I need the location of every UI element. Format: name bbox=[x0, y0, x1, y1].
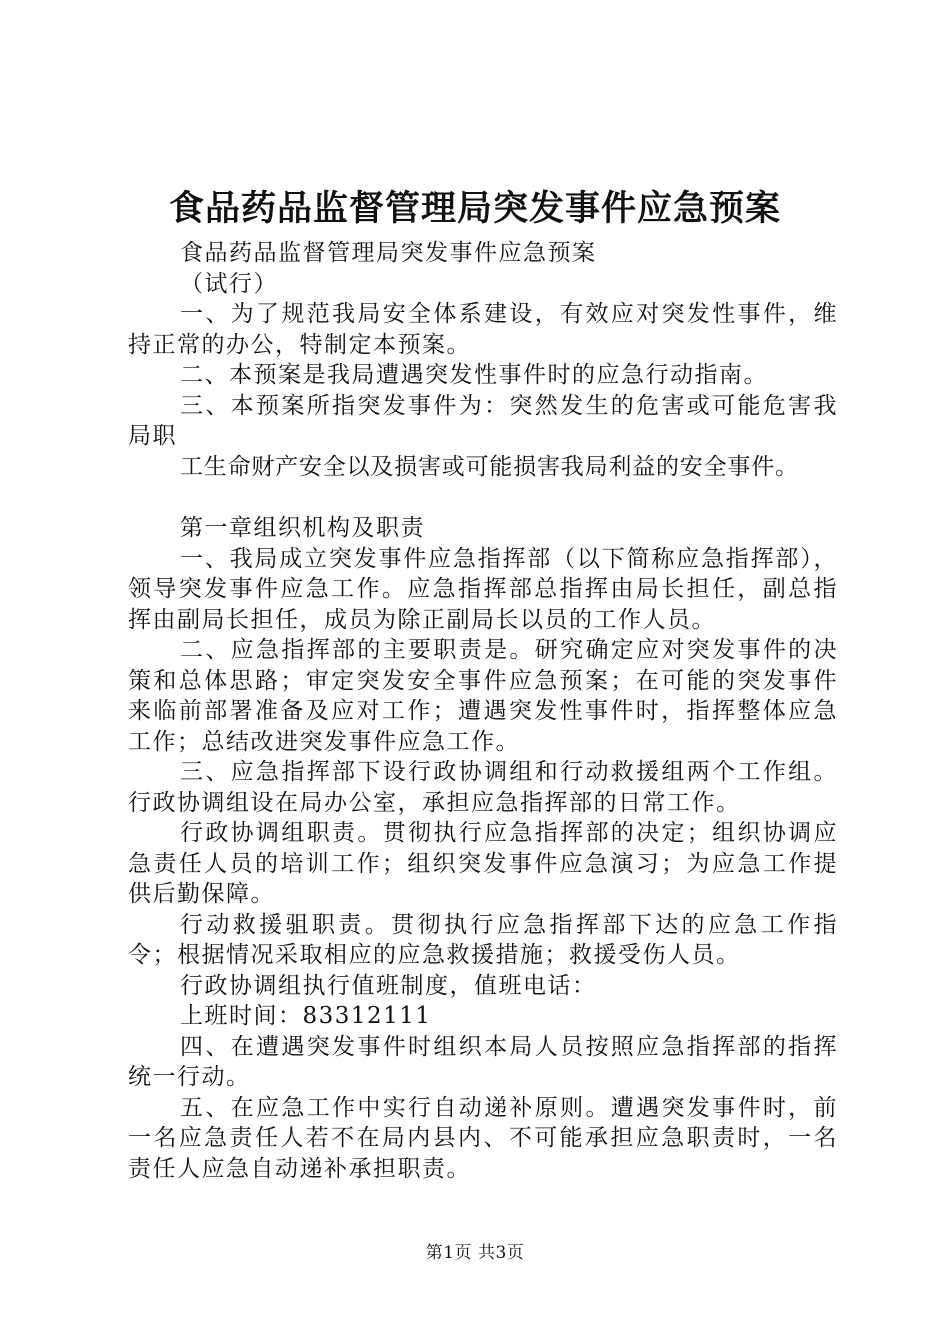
paragraph-trial-note: （试行） bbox=[180, 270, 278, 297]
paragraph-office-hours: 上班时间：83312111 bbox=[180, 1003, 432, 1029]
paragraph-item-2: 二、本预案是我局遭遇突发性事件时的应急行动指南。 bbox=[180, 362, 768, 388]
paragraph-item-1: 一、为了规范我局安全体系建设，有效应对突发性事件，维持正常的办公，特制定本预案。 bbox=[128, 301, 838, 358]
paragraph-rescue-duties: 行动救援驵职责。贯彻执行应急指挥部下达的应急工作指令；根据情况采取相应的应急救援措施；救援受伤人员。 bbox=[128, 911, 838, 968]
paragraph-chapter-item-2: 二、应急指挥部的主要职责是。研究确定应对突发事件的决策和总体思路；审定突发安全事件应急预案；在可能的突发事件来临前部署准备及应对工作；遭遇突发性事件时，指挥整体应急工作；总结改进突发事件应急工作。 bbox=[128, 637, 838, 755]
paragraph-subtitle: 食品药品监督管理局突发事件应急预案 bbox=[180, 240, 597, 266]
paragraph-gap bbox=[128, 482, 838, 513]
document-title: 食品药品监督管理局突发事件应急预案 bbox=[168, 188, 781, 229]
document-body bbox=[128, 238, 838, 1184]
chapter-heading: 第一章组织机构及职责 bbox=[180, 515, 425, 541]
paragraph-chapter-item-3: 三、应急指挥部下设行政协调组和行动救援组两个工作组。行政协调组设在局办公室，承担应急指挥部的日常工作。 bbox=[128, 759, 838, 816]
paragraph-duty-phone: 行政协调组执行值班制度，值班电话： bbox=[180, 972, 597, 999]
page-number: 第1页 共3页 bbox=[425, 1243, 525, 1263]
paragraph-chapter-item-5: 五、在应急工作中实行自动递补原则。遭遇突发事件时，前一名应急责任人若不在局内县内、不可能承担应急职责时，一名责任人应急自动递补承担职责。 bbox=[128, 1094, 838, 1182]
paragraph-item-3-continued: 工生命财产安全以及损害或可能损害我局利益的安全事件。 bbox=[180, 453, 799, 480]
paragraph-chapter-item-4: 四、在遭遇突发事件时组织本局人员按照应急指挥部的指挥统一行动。 bbox=[128, 1033, 838, 1090]
paragraph-item-3: 三、本预案所指突发事件为：突然发生的危害或可能危害我局职 bbox=[128, 392, 838, 449]
paragraph-admin-duties: 行政协调组职责。贯彻执行应急指挥部的决定；组织协调应急责任人员的培训工作；组织突发事件应急演习；为应急工作提供后勤保障。 bbox=[128, 820, 838, 907]
paragraph-chapter-item-1: 一、我局成立突发事件应急指挥部（以下简称应急指挥部），领导突发事件应急工作。应急指挥部总指挥由局长担任，副总指挥由副局长担任，成员为除正副局长以员的工作人员。 bbox=[128, 545, 838, 633]
